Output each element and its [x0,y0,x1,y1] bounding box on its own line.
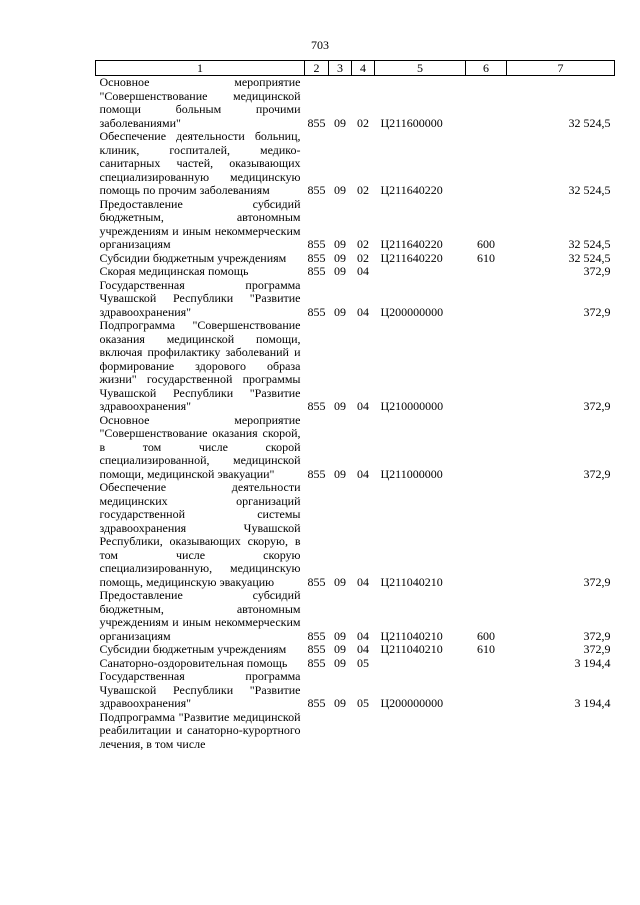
row-csr: Ц211000000 [380,466,443,481]
row-gr: 855 [307,642,326,656]
row-vr [466,657,507,671]
row-pr: 05 [357,696,369,710]
row-gr: 855 [307,399,326,413]
row-gr: 855 [307,574,326,589]
row-pr: 02 [357,115,369,130]
row-csr: Ц211640220 [380,183,443,197]
row-name: Обеспечение деятельности больниц, клиник, госпиталей, медико-санитарных частей, оказывающих специализированную медицинскую помощь по прочим заболеваниям [99,129,301,197]
row-rz [329,711,352,752]
row-csr: Ц211040210 [380,574,443,589]
col-header-7: 7 [507,61,615,76]
row-pr: 02 [357,237,369,251]
table-row [96,252,615,266]
row-gr: 855 [307,655,326,670]
table-row [96,198,615,252]
row-gr: 855 [307,115,326,130]
table-body [96,76,615,752]
row-pr: 04 [357,466,369,481]
row-name: Субсидии бюджетным учреждениям [99,642,287,656]
row-sum: 3 194,4 [574,696,611,710]
row-vr [466,711,507,752]
row-gr: 855 [307,466,326,481]
row-gr: 855 [307,304,326,319]
table-row [96,319,615,414]
col-header-3: 3 [329,61,352,76]
row-pr [352,711,375,752]
page-number: 703 [311,38,329,52]
table-row [96,414,615,482]
row-csr: Ц200000000 [380,696,444,710]
row-name: Скорая медицинская помощь [99,264,249,278]
row-sum: 372,9 [583,628,611,643]
row-rz: 09 [334,250,346,265]
row-pr: 04 [357,642,369,656]
row-vr: 610 [477,642,495,656]
row-vr: 600 [477,237,495,251]
row-rz: 09 [334,466,346,481]
row-name: Подпрограмма "Совершенствование оказания медицинской помощи, включая профилактику заболеваний и формирование здорового образа жизни" государственной программы Чувашской Республики "Развитие здравоохранения" [99,318,301,413]
col-header-5: 5 [375,61,466,76]
table-row [96,265,615,279]
row-gr [305,711,329,752]
row-csr: Ц211600000 [380,115,443,130]
row-pr: 02 [357,183,369,197]
table-row [96,130,615,198]
table-row [96,711,615,752]
row-name: Субсидии бюджетным учреждениям [99,250,287,265]
table-row [96,670,615,711]
row-gr: 855 [307,628,326,643]
row-name: Основное мероприятие "Совершенствование оказания скорой, в том числе скорой специализированной, медицинской помощи, медицинской эвакуации" [99,412,301,481]
row-pr: 04 [357,304,369,319]
col-header-4: 4 [352,61,375,76]
row-name: Обеспечение деятельности медицинских организаций государственной системы здравоохранения Чувашской Республики, оказывающих скорую, в том числе скорую специализированную, медицинскую помощь, медицинскую эвакуацию [99,480,301,589]
row-name: Основное мероприятие "Совершенствование медицинской помощи больным прочими заболеваниями" [99,75,301,130]
row-csr: Ц211640220 [380,237,443,251]
header-row [96,61,615,76]
row-rz: 09 [334,655,346,670]
row-sum: 32 524,5 [568,183,611,197]
row-gr: 855 [307,696,326,710]
row-csr [375,265,466,279]
row-name: Государственная программа Чувашской Республики "Развитие здравоохранения" [99,277,301,319]
row-csr: Ц211040210 [380,628,443,643]
row-sum: 372,9 [583,642,611,656]
col-header-6: 6 [466,61,507,76]
row-pr: 04 [357,399,369,413]
row-sum: 372,9 [583,466,611,481]
row-vr: 600 [477,628,495,643]
row-pr: 04 [357,628,369,643]
row-name: Подпрограмма "Развитие медицинской реабилитации и санаторно-курортного лечения, в том числе [99,709,301,751]
row-rz: 09 [334,642,346,656]
row-csr: Ц211640220 [380,250,443,265]
row-name: Санаторно-оздоровительная помощь [99,655,288,670]
row-pr: 05 [357,655,369,670]
row-rz: 09 [334,574,346,589]
row-vr [466,319,507,414]
row-rz: 09 [334,183,346,197]
row-vr [466,76,507,131]
col-header-2: 2 [305,61,329,76]
row-csr: Ц210000000 [380,399,444,413]
col-header-1: 1 [96,61,305,76]
row-csr [375,711,466,752]
table-row [96,279,615,320]
budget-table [95,60,615,751]
table-row [96,481,615,589]
row-rz: 09 [334,399,346,413]
row-rz: 09 [334,628,346,643]
row-csr: Ц200000000 [380,304,444,319]
row-rz: 09 [334,115,346,130]
row-sum: 3 194,4 [574,655,611,670]
row-name: Государственная программа Чувашской Республики "Развитие здравоохранения" [99,669,301,710]
row-vr: 610 [477,250,495,265]
row-sum: 32 524,5 [568,115,611,130]
row-vr [466,414,507,482]
row-sum: 32 524,5 [568,250,611,265]
row-vr [466,481,507,589]
table-row [96,657,615,671]
row-pr: 04 [357,574,369,589]
row-pr: 04 [357,264,369,278]
row-pr: 02 [357,250,369,265]
table-row [96,643,615,657]
row-rz: 09 [334,304,346,319]
row-sum: 372,9 [583,304,611,319]
row-sum: 372,9 [583,574,611,589]
row-sum: 372,9 [583,264,611,278]
row-sum: 32 524,5 [568,237,611,251]
row-sum [507,711,615,752]
row-gr: 855 [307,264,326,278]
row-name: Предоставление субсидий бюджетным, автономным учреждениям и иным некоммерческим организациям [99,588,301,643]
row-sum: 372,9 [583,399,611,413]
table-row [96,589,615,643]
row-rz: 09 [334,696,346,710]
row-csr: Ц211040210 [380,642,443,656]
row-gr: 855 [307,237,326,251]
row-vr [466,265,507,279]
row-rz: 09 [334,264,346,278]
table-row [96,76,615,131]
row-vr [466,130,507,198]
row-vr [466,279,507,320]
row-name: Предоставление субсидий бюджетным, автономным учреждениям и иным некоммерческим организациям [99,196,301,251]
row-vr [466,670,507,711]
row-csr [375,657,466,671]
row-gr: 855 [307,250,326,265]
row-rz: 09 [334,237,346,251]
row-gr: 855 [307,183,326,197]
